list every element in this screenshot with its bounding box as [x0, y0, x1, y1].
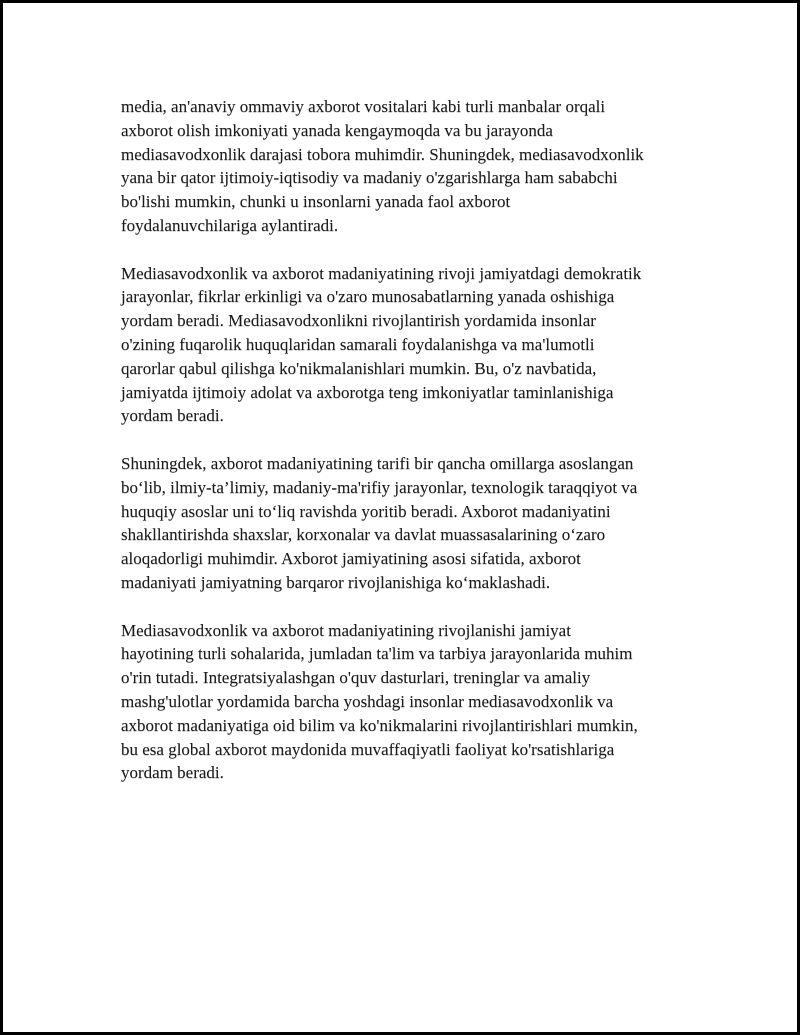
paragraph: Mediasavodxonlik va axborot madaniyatining rivojlanishi jamiyat hayotining turli sohalarida, jumladan ta'lim va tarbiya jarayonlarida muhim o'rin tutadi. Integratsiyalashgan o'quv dasturlari, treninglar va amaliy mashg'ulotlar yordamida barcha yoshdagi insonlar mediasavodxonlik va axborot madaniyatiga oid bilim va ko'nikmalarini rivojlantirishlari mumkin, bu esa global axborot maydonida muvaffaqiyatli faoliyat ko'rsatishlariga yordam beradi.	[121, 620, 638, 783]
paragraph: media, an'anaviy ommaviy axborot vositalari kabi turli manbalar orqali axborot olish imkoniyati yanada kengaymoqda va bu jarayonda mediasavodxonlik darajasi tobora muhimdir. Shuningdek, mediasavodxonlik yana bir qator ijtimoiy-iqtisodiy va madaniy o'zgarishlarga ham sababchi bo'lishi mumkin, chunki u insonlarni yanada faol axborot foydalanuvchilariga aylantiradi.	[121, 97, 644, 235]
paragraph: Shuningdek, axborot madaniyatining tarifi bir qancha omillarga asoslangan bo‘lib, ilmiy-ta’limiy, madaniy-ma'rifiy jarayonlar, texnologik taraqqiyot va huquqiy asoslar uni to‘liq ravishda yoritib beradi. Axborot madaniyatini shakllantirishda shaxslar, korxonalar va davlat muassasalarining o‘zaro aloqadorligi muhimdir. Axborot jamiyatining asosi sifatida, axborot madaniyati jamiyatning barqaror rivojlanishiga ko‘maklashadi.	[121, 453, 638, 592]
paragraph: Mediasavodxonlik va axborot madaniyatining rivoji jamiyatdagi demokratik jarayonlar, fikrlar erkinligi va o'zaro munosabatlarning yanada oshishiga yordam beradi. Mediasavodxonlikni rivojlantirish yordamida insonlar o'zining fuqarolik huquqlaridan samarali foydalanishga va ma'lumotli qarorlar qabul qilishga ko'nikmalanishlari mumkin. Bu, o'z navbatida, jamiyatda ijtimoiy adolat va axborotga teng imkoniyatlar taminlanishiga yordam beradi.	[121, 263, 642, 426]
document-body	[121, 95, 691, 809]
